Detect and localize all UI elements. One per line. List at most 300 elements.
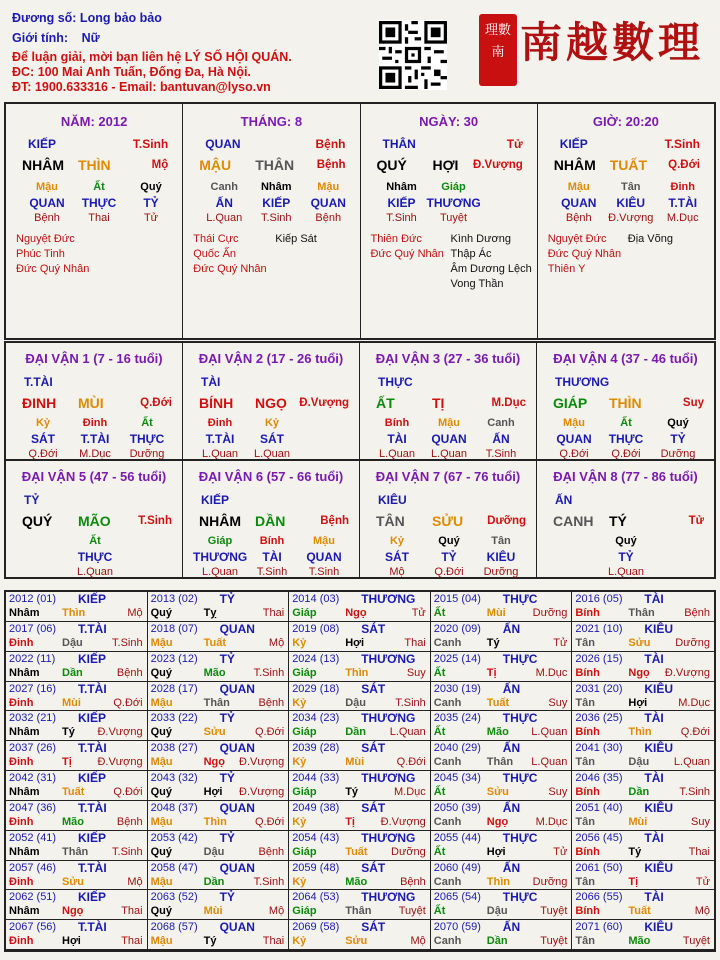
- year-chi: Dần: [628, 786, 650, 798]
- hidden-star: TÀI: [262, 550, 282, 564]
- year-cell: [148, 741, 290, 771]
- hidden-pos: L.Quan: [607, 566, 645, 578]
- year-label: 2066 (55): [575, 891, 623, 904]
- year-star: SÁT: [361, 681, 386, 696]
- year-cell: [6, 711, 148, 741]
- hidden-star: THỰC: [129, 432, 165, 446]
- year-state: M.Dục: [394, 786, 426, 798]
- year-label: 2026 (15): [575, 652, 623, 665]
- hidden-can: Kỷ: [264, 417, 280, 429]
- year-cell: [289, 771, 431, 801]
- year-can: Đinh: [9, 696, 34, 709]
- year-label: 2060 (49): [433, 861, 481, 874]
- year-can: Quý: [150, 905, 172, 918]
- year-chi: Sửu: [345, 935, 368, 948]
- year-label: 2053 (42): [150, 831, 198, 844]
- hidden-star: QUAN: [431, 432, 467, 446]
- hidden-can: Quý: [615, 535, 637, 547]
- year-label: 2065 (54): [433, 891, 481, 904]
- year-state: Dưỡng: [532, 875, 568, 888]
- year-state: T.Sinh: [253, 875, 285, 888]
- year-chi: Thân: [628, 607, 655, 619]
- year-chi: Dần: [486, 935, 508, 948]
- good-stars-list: [548, 232, 621, 277]
- year-label: 2057 (46): [9, 861, 57, 874]
- year-star: T.TÀI: [78, 860, 107, 875]
- hidden-star: QUAN: [310, 196, 346, 210]
- hidden-star: TÀI: [387, 432, 407, 446]
- year-state: Mộ: [268, 905, 285, 918]
- year-cell: [6, 652, 148, 682]
- year-star: TỶ: [219, 592, 235, 606]
- year-cell: [572, 890, 714, 920]
- year-chi: Ngọ: [345, 607, 367, 619]
- qr-code-icon: [379, 20, 447, 90]
- year-state: Mộ: [410, 935, 426, 948]
- year-chi: Dần: [203, 875, 225, 888]
- year-can: Giáp: [292, 786, 317, 798]
- hidden-pos: M.Dục: [79, 448, 111, 460]
- year-can: Mậu: [150, 935, 173, 948]
- year-star: QUAN: [219, 681, 255, 696]
- hidden-can: Bính: [259, 535, 285, 547]
- dai-van-title: ĐẠI VẬN 6 (57 - 66 tuổi): [198, 469, 344, 484]
- pillar-0: [6, 104, 183, 338]
- hidden-pos: Bệnh: [34, 212, 60, 224]
- seal-stamp: 理數南: [479, 14, 517, 86]
- year-state: Dưỡng: [391, 845, 426, 858]
- year-star: SÁT: [361, 920, 386, 935]
- hidden-star: THƯƠNG: [426, 196, 481, 210]
- hidden-can: Nhâm: [386, 181, 417, 193]
- good-stars-list: [16, 232, 89, 277]
- year-star: QUAN: [219, 621, 255, 636]
- dai-van-3: [360, 341, 537, 459]
- year-chi: Thìn: [203, 815, 227, 828]
- year-label: 2061 (50): [575, 861, 623, 874]
- hidden-star: TỶ: [618, 550, 634, 564]
- hidden-star: T.TÀI: [80, 432, 110, 446]
- year-cell: [431, 831, 573, 861]
- year-can: Bính: [575, 666, 600, 679]
- hidden-pos: Q.Đới: [28, 448, 58, 460]
- year-cell: [289, 890, 431, 920]
- year-cell: [289, 741, 431, 771]
- good-stars-list: [193, 232, 266, 277]
- good-stars-list: [371, 232, 444, 262]
- year-state: Suy: [548, 696, 568, 709]
- year-cell: [572, 801, 714, 831]
- year-label: 2063 (52): [150, 891, 198, 904]
- hidden-pos: Bệnh: [315, 212, 342, 224]
- pillar-state: Mộ: [151, 159, 169, 171]
- year-can: Mậu: [150, 875, 173, 888]
- year-state: Đ.Vượng: [97, 726, 143, 739]
- year-state: M.Dục: [678, 696, 710, 709]
- year-state: Đ.Vượng: [664, 666, 710, 679]
- year-can: Nhâm: [9, 726, 40, 739]
- year-state: Mộ: [268, 636, 285, 649]
- dai-van-can: NHÂM: [199, 513, 241, 529]
- hidden-can: Giáp: [207, 535, 233, 547]
- dai-van-star: THƯƠNG: [555, 375, 610, 389]
- bad-stars-list: [451, 232, 532, 292]
- year-label: 2056 (45): [575, 831, 623, 844]
- year-cell: [148, 652, 290, 682]
- year-state: Bệnh: [116, 666, 143, 679]
- year-chi: Sửu: [203, 726, 226, 739]
- year-cell: [572, 652, 714, 682]
- dai-van-state: Tử: [688, 515, 704, 527]
- year-label: 2013 (02): [150, 593, 198, 605]
- year-chi: Tỵ: [203, 607, 217, 619]
- bad-star: Âm Dương Lệch: [450, 263, 532, 275]
- year-chi: Mùi: [345, 756, 365, 769]
- year-star: THƯƠNG: [361, 651, 416, 666]
- year-can: Ất: [433, 726, 446, 739]
- hidden-star: KIÊU: [486, 550, 516, 564]
- year-state: Tử: [695, 875, 710, 888]
- year-star: TÀI: [644, 830, 664, 845]
- hidden-star: THỰC: [81, 196, 117, 210]
- dai-van-state: M.Dục: [491, 397, 526, 409]
- year-star: KIÊU: [644, 741, 674, 756]
- year-star: KIẾP: [78, 771, 107, 785]
- year-cell: [148, 861, 290, 891]
- dai-van-star: KIÊU: [378, 493, 407, 507]
- dai-van-can: CANH: [553, 513, 594, 529]
- year-cell: [6, 622, 148, 652]
- year-star: TÀI: [644, 651, 664, 666]
- hidden-can: Tân: [620, 181, 641, 193]
- gender-line: [12, 31, 100, 45]
- hidden-pos: Thai: [88, 212, 110, 224]
- year-cell: [148, 682, 290, 712]
- year-cell: [289, 831, 431, 861]
- year-star: TỶ: [219, 830, 235, 845]
- year-star: ẤN: [502, 621, 521, 636]
- pillar-star: KIẾP: [28, 137, 57, 151]
- pillar-can: QUÝ: [376, 157, 407, 173]
- year-state: Bệnh: [258, 845, 285, 858]
- year-star: QUAN: [219, 860, 255, 875]
- year-chi: Hợi: [345, 636, 365, 649]
- hidden-pos: L.Quan: [76, 566, 114, 578]
- year-star: SÁT: [361, 621, 386, 636]
- year-cell: [289, 711, 431, 741]
- year-chi: Tị: [62, 756, 72, 769]
- hidden-can: Đinh: [670, 181, 695, 193]
- year-state: Đ.Vượng: [239, 786, 285, 798]
- year-state: Tử: [553, 636, 568, 649]
- year-star: KIẾP: [78, 890, 107, 905]
- year-chi: Hợi: [203, 786, 223, 798]
- year-label: 2037 (26): [9, 742, 57, 755]
- year-can: Giáp: [292, 726, 317, 739]
- year-can: Nhâm: [9, 845, 40, 858]
- year-chi: Dậu: [203, 845, 225, 858]
- hidden-pos: T.Sinh: [485, 448, 517, 460]
- year-cell: [148, 771, 290, 801]
- year-chi: Dần: [345, 726, 366, 739]
- year-can: Ất: [433, 845, 446, 858]
- pillar-star-right: T.Sinh: [664, 137, 700, 151]
- hidden-pos: Q.Đới: [434, 566, 464, 578]
- year-can: Nhâm: [9, 905, 40, 918]
- hidden-can: Canh: [487, 417, 515, 429]
- year-can: Đinh: [9, 935, 34, 948]
- year-label: 2021 (10): [575, 622, 623, 635]
- hidden-pos: Dưỡng: [660, 448, 696, 460]
- pillar-title: THÁNG: 8: [240, 114, 303, 129]
- hidden-can: Nhâm: [260, 181, 292, 193]
- year-state: Q.Đới: [254, 815, 285, 828]
- hidden-pos: L.Quan: [378, 448, 416, 460]
- year-star: T.TÀI: [78, 621, 107, 636]
- logo: 南越數理: [520, 18, 705, 67]
- year-can: Ất: [433, 786, 446, 798]
- year-star: THỰC: [502, 651, 538, 666]
- year-label: 2012 (01): [9, 593, 57, 605]
- dai-van-can: ẤT: [376, 395, 395, 411]
- bad-stars-list: [628, 232, 673, 247]
- dai-van-can: QUÝ: [22, 513, 53, 529]
- hidden-star: QUAN: [29, 196, 65, 210]
- year-chi: Thìn: [62, 607, 86, 619]
- year-chi: Thân: [62, 845, 89, 858]
- year-chi: Ngọ: [628, 666, 650, 679]
- year-label: 2030 (19): [433, 682, 481, 695]
- year-can: Kỷ: [292, 636, 307, 649]
- year-star: TỶ: [219, 711, 235, 726]
- dai-van-7: [360, 459, 537, 577]
- hidden-pos: T.Sinh: [256, 566, 288, 578]
- dai-van-star: T.TÀI: [24, 375, 53, 389]
- year-chi: Mão: [203, 666, 226, 679]
- hidden-star: SÁT: [31, 432, 55, 446]
- year-can: Ất: [433, 666, 446, 679]
- year-star: ẤN: [502, 800, 521, 815]
- year-label: 2059 (48): [292, 861, 340, 874]
- year-state: Bệnh: [258, 696, 285, 709]
- year-star: KIÊU: [644, 860, 674, 875]
- year-star: THỰC: [502, 830, 538, 845]
- pillar-2: [361, 104, 538, 338]
- hidden-pos: Mộ: [389, 566, 405, 578]
- year-state: Đ.Vượng: [239, 756, 285, 769]
- hidden-pos: L.Quan: [201, 566, 239, 578]
- hidden-star: THƯƠNG: [193, 550, 248, 564]
- dai-van-1: [6, 341, 183, 459]
- year-state: M.Dục: [535, 815, 568, 828]
- year-star: THƯƠNG: [361, 771, 416, 785]
- hidden-pos: M.Dục: [666, 212, 699, 224]
- hidden-star: QUAN: [306, 550, 342, 564]
- year-label: 2036 (25): [575, 712, 623, 725]
- year-label: 2022 (11): [9, 652, 56, 665]
- year-chi: Dậu: [345, 696, 366, 709]
- year-chi: Thìn: [345, 666, 369, 679]
- year-state: Mộ: [127, 875, 143, 888]
- pillar-state: Đ.Vượng: [473, 159, 523, 171]
- year-chi: Mùi: [62, 696, 81, 709]
- dai-van-title: ĐẠI VẬN 5 (47 - 56 tuổi): [21, 469, 167, 484]
- year-can: Mậu: [150, 756, 173, 769]
- dai-van-star: ẤN: [555, 493, 573, 507]
- year-cell: [572, 741, 714, 771]
- pillar-1: [183, 104, 360, 338]
- year-label: 2028 (17): [150, 682, 198, 695]
- year-cell: [148, 622, 290, 652]
- year-chi: Mùi: [486, 607, 506, 619]
- year-can: Canh: [433, 756, 462, 769]
- year-label: 2031 (20): [575, 682, 623, 695]
- year-label: 2050 (39): [433, 801, 481, 814]
- year-star: KIẾP: [78, 592, 107, 606]
- year-can: Giáp: [292, 666, 317, 679]
- hidden-pos: T.Sinh: [260, 212, 292, 224]
- bad-star: Vong Thần: [450, 278, 504, 290]
- year-can: Kỷ: [292, 875, 307, 888]
- year-can: Kỷ: [292, 696, 307, 709]
- year-chi: Dậu: [628, 756, 650, 769]
- dai-van-state: Bệnh: [320, 515, 349, 527]
- hidden-pos: Dưỡng: [129, 448, 165, 460]
- year-can: Giáp: [292, 845, 317, 858]
- hidden-can: Mậu: [313, 535, 335, 547]
- year-star: KIẾP: [78, 651, 107, 666]
- pillar-3: [538, 104, 714, 338]
- year-state: Thai: [262, 607, 285, 619]
- hidden-pos: T.Sinh: [386, 212, 417, 224]
- hidden-pos: Dưỡng: [483, 566, 519, 578]
- year-chi: Dậu: [62, 636, 83, 649]
- year-label: 2049 (38): [292, 801, 340, 814]
- pillar-can: NHÂM: [553, 157, 596, 173]
- hidden-can: Mậu: [438, 417, 460, 429]
- dai-van-star: TỶ: [24, 493, 40, 507]
- year-can: Quý: [150, 607, 172, 619]
- pillar-star: KIẾP: [559, 137, 588, 151]
- year-label: 2025 (14): [433, 652, 481, 665]
- year-state: Tuyệt: [540, 905, 568, 918]
- year-state: Tuyệt: [540, 935, 568, 948]
- year-cell: [148, 920, 290, 950]
- year-cell: [431, 741, 573, 771]
- good-star: Đức Quý Nhân: [547, 248, 622, 260]
- good-star: Đức Quý Nhân: [16, 263, 90, 275]
- year-label: 2029 (18): [292, 682, 340, 695]
- year-can: Bính: [575, 845, 600, 858]
- bad-stars-list: [275, 232, 317, 247]
- year-label: 2046 (35): [575, 772, 623, 784]
- hidden-pos: Q.Đới: [559, 448, 589, 460]
- year-cell: [6, 920, 148, 950]
- pillar-title: NGÀY: 30: [419, 114, 479, 129]
- year-cell: [289, 861, 431, 891]
- pillar-chi: HỢI: [432, 157, 459, 173]
- year-label: 2051 (40): [575, 801, 623, 814]
- year-can: Canh: [433, 875, 462, 888]
- pillar-star: THÂN: [382, 137, 416, 151]
- good-star: Nguyệt Đức: [16, 233, 75, 245]
- year-can: Mậu: [150, 636, 173, 649]
- year-state: Mộ: [127, 607, 143, 619]
- year-cell: [6, 801, 148, 831]
- dai-van-5: [6, 459, 183, 577]
- dai-van-can: TÂN: [376, 513, 405, 529]
- year-star: TÀI: [644, 592, 664, 606]
- year-can: Kỷ: [292, 815, 307, 828]
- year-star: TỶ: [219, 890, 235, 905]
- dai-van-star: KIẾP: [201, 493, 230, 507]
- hidden-pos: L.Quan: [206, 212, 243, 224]
- year-cell: [431, 592, 573, 622]
- year-star: THƯƠNG: [361, 592, 416, 606]
- dai-van-can: BÍNH: [199, 395, 234, 411]
- year-chi: Sửu: [486, 786, 509, 798]
- hidden-star: ẤN: [492, 432, 510, 446]
- year-label: 2045 (34): [433, 772, 481, 784]
- year-chi: Tý: [62, 726, 75, 739]
- year-label: 2047 (36): [9, 801, 57, 814]
- year-can: Quý: [150, 786, 172, 798]
- year-cell: [572, 682, 714, 712]
- good-star: Thiên Y: [547, 263, 586, 275]
- year-state: Tử: [553, 845, 568, 858]
- year-cell: [572, 592, 714, 622]
- year-state: Đ.Vượng: [380, 815, 426, 828]
- year-label: 2016 (05): [575, 593, 623, 605]
- year-can: Tân: [575, 815, 595, 828]
- year-can: Quý: [150, 666, 172, 679]
- year-label: 2043 (32): [150, 772, 198, 784]
- hidden-can: Mậu: [563, 417, 585, 429]
- year-label: 2035 (24): [433, 712, 481, 725]
- hidden-pos: L.Quan: [430, 448, 468, 460]
- year-can: Tân: [575, 935, 595, 948]
- hidden-can: Kỷ: [35, 417, 51, 429]
- year-chi: Thân: [203, 696, 230, 709]
- year-star: ẤN: [502, 741, 521, 756]
- year-can: Nhâm: [9, 607, 40, 619]
- hidden-star: T.TÀI: [668, 196, 698, 210]
- year-can: Mậu: [150, 815, 173, 828]
- bad-star: Kình Dương: [450, 233, 511, 245]
- year-state: L.Quan: [531, 726, 568, 739]
- year-can: Tân: [575, 756, 595, 769]
- dai-van-6: [183, 459, 360, 577]
- year-state: Tử: [411, 607, 426, 619]
- year-chi: Tị: [486, 666, 497, 679]
- year-label: 2064 (53): [292, 891, 340, 904]
- year-cell: [148, 711, 290, 741]
- pillar-can: MẬU: [199, 157, 232, 173]
- hidden-can: Ất: [93, 181, 105, 193]
- good-star: Phúc Tinh: [16, 248, 65, 260]
- year-label: 2014 (03): [292, 593, 340, 605]
- gender-label: Giới tính:: [12, 31, 69, 45]
- year-star: SÁT: [361, 860, 386, 875]
- year-state: Bệnh: [684, 607, 710, 619]
- hidden-star: THỰC: [77, 550, 113, 564]
- year-star: TỶ: [219, 651, 235, 666]
- hidden-can: Quý: [438, 535, 460, 547]
- phone-email-line: ĐT: 1900.633316 - Email: bantuvan@lyso.vn: [12, 80, 271, 94]
- year-cell: [431, 622, 573, 652]
- year-state: L.Quan: [389, 726, 426, 739]
- year-can: Bính: [575, 726, 600, 739]
